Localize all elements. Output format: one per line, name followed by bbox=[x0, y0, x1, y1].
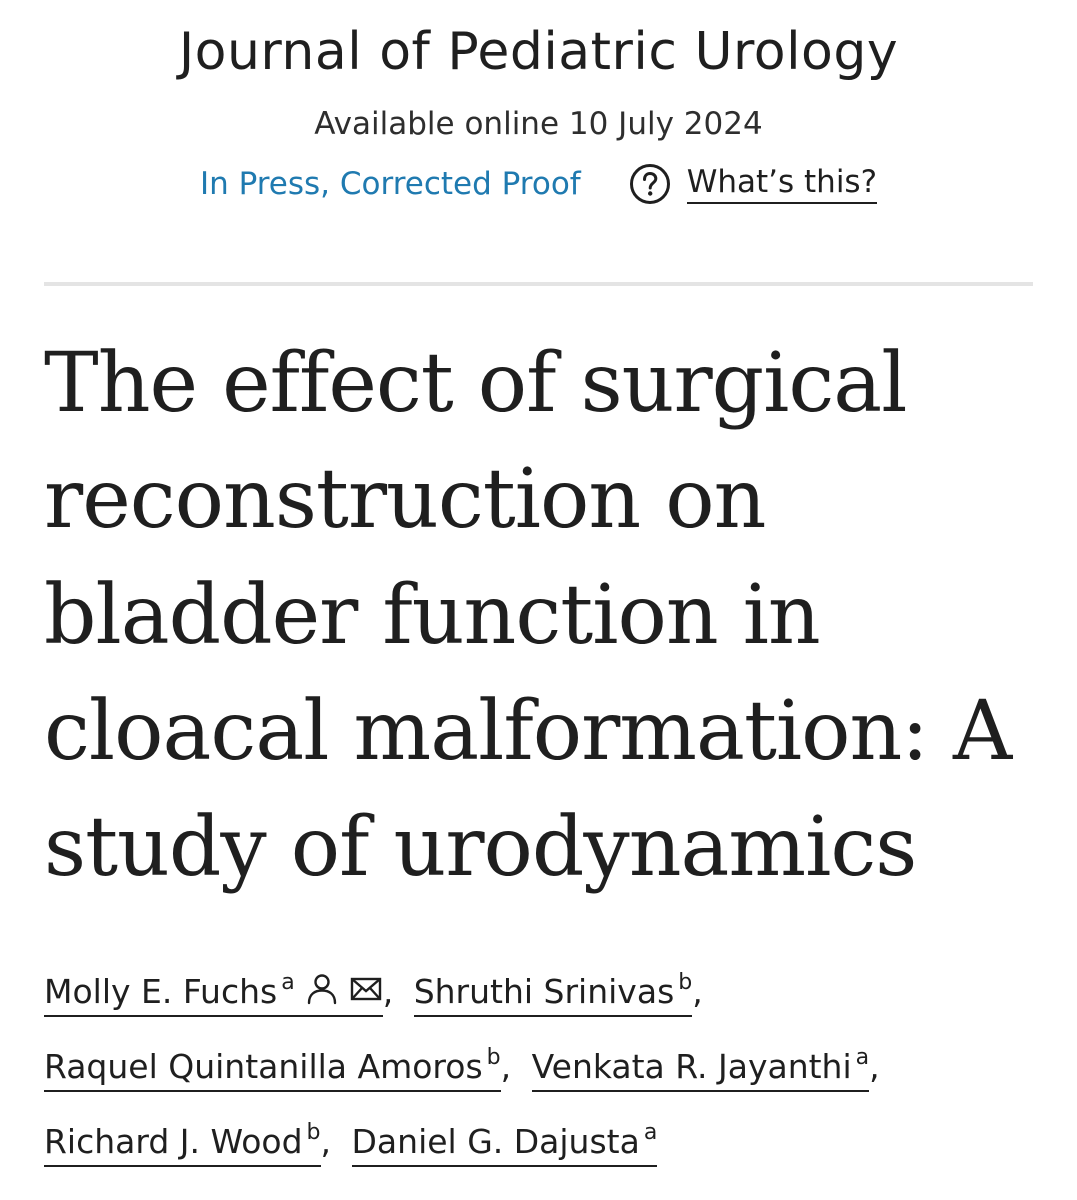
affiliation-marker: a bbox=[281, 970, 295, 995]
affiliation-marker: b bbox=[486, 1045, 501, 1070]
author-name[interactable]: Raquel Quintanilla Amoros bbox=[44, 1047, 483, 1086]
article-title-line: reconstruction on bbox=[44, 452, 766, 547]
author-line bbox=[44, 1100, 1054, 1175]
author-separator: , bbox=[869, 1047, 880, 1086]
author-name[interactable]: Daniel G. Dajusta bbox=[351, 1122, 640, 1161]
article-title-line: bladder function in bbox=[44, 568, 820, 663]
author-link-richard-wood[interactable] bbox=[44, 1122, 321, 1167]
available-online-date: Available online 10 July 2024 bbox=[314, 106, 763, 142]
article-title-line: The effect of surgical bbox=[44, 336, 907, 431]
affiliation-marker: b bbox=[678, 970, 693, 995]
person-icon[interactable] bbox=[305, 972, 339, 1006]
author-link-venkata-jayanthi[interactable] bbox=[532, 1047, 870, 1092]
author-link-raquel-quintanilla-amoros[interactable] bbox=[44, 1047, 501, 1092]
author-line bbox=[44, 1025, 1054, 1100]
author-link-molly-fuchs[interactable] bbox=[44, 972, 383, 1017]
author-separator: , bbox=[692, 972, 703, 1011]
article-status-row bbox=[0, 163, 1077, 205]
header-divider bbox=[44, 282, 1033, 286]
author-link-shruthi-srinivas[interactable] bbox=[414, 972, 693, 1017]
journal-title[interactable]: Journal of Pediatric Urology bbox=[178, 22, 899, 82]
author-separator: , bbox=[500, 1047, 512, 1086]
affiliation-marker: a bbox=[643, 1120, 658, 1145]
author-name[interactable]: Richard J. Wood bbox=[44, 1122, 303, 1161]
author-separator: , bbox=[320, 1122, 332, 1161]
author-line bbox=[44, 950, 1054, 1025]
article-title bbox=[44, 326, 1054, 906]
author-link-daniel-dajusta[interactable] bbox=[352, 1122, 658, 1167]
envelope-icon[interactable] bbox=[349, 972, 383, 1006]
affiliation-marker: a bbox=[855, 1045, 870, 1070]
affiliation-marker: b bbox=[306, 1120, 321, 1145]
author-name[interactable]: Shruthi Srinivas bbox=[413, 972, 675, 1011]
author-name[interactable]: Venkata R. Jayanthi bbox=[531, 1047, 852, 1086]
author-name[interactable]: Molly E. Fuchs bbox=[44, 972, 278, 1011]
in-press-status-link[interactable]: In Press, Corrected Proof bbox=[199, 166, 581, 202]
article-title-line: cloacal malformation: A bbox=[44, 684, 1012, 779]
author-separator: , bbox=[382, 972, 394, 1011]
article-title-line: study of urodynamics bbox=[44, 800, 917, 895]
whats-this-help[interactable] bbox=[629, 163, 877, 205]
question-circle-icon bbox=[629, 163, 671, 205]
author-list bbox=[44, 950, 1054, 1175]
whats-this-label[interactable]: What’s this? bbox=[687, 164, 877, 204]
